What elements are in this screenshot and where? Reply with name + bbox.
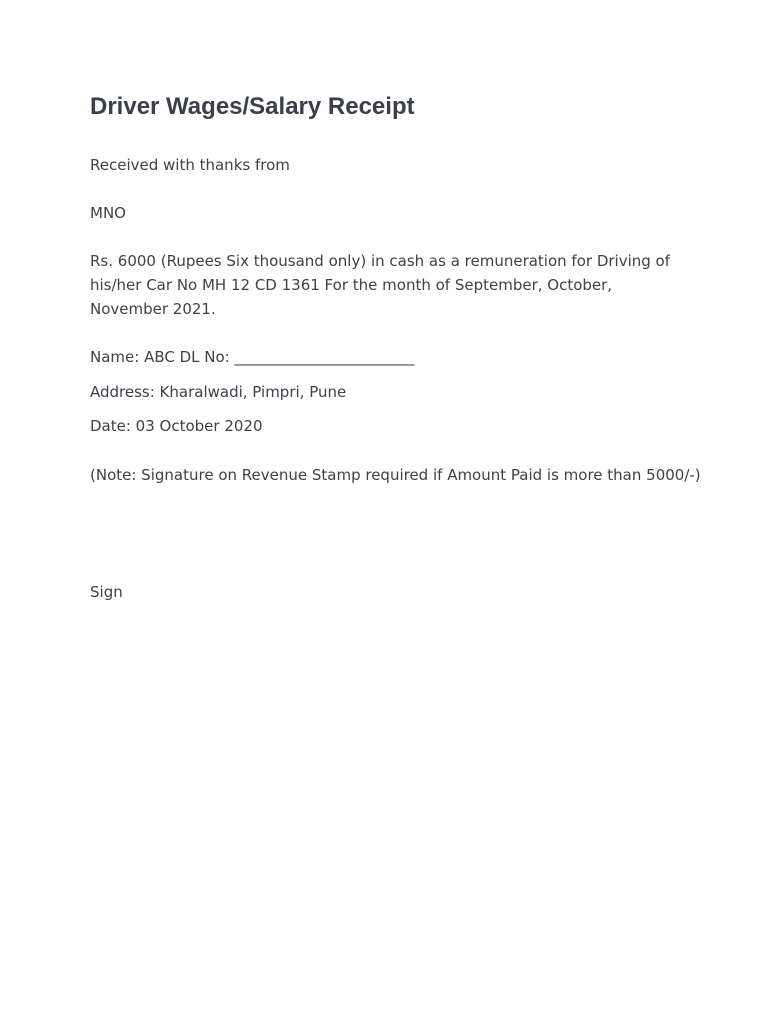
payment-description: Rs. 6000 (Rupees Six thousand only) in cash as a remuneration for Driving of his/her Car No MH 12 CD 1361 For the month of September, October, November 2021. (90, 252, 671, 318)
date-line: Date: 03 October 2020 (90, 417, 263, 435)
page-title: Driver Wages/Salary Receipt (90, 93, 415, 120)
sign-label: Sign (90, 583, 123, 601)
revenue-stamp-note: (Note: Signature on Revenue Stamp required if Amount Paid is more than 5000/-) (90, 466, 701, 484)
payer-name: MNO (90, 204, 126, 222)
received-with-thanks-text: Received with thanks from (90, 156, 290, 174)
name-dl-line: Name: ABC DL No: ________________________ (90, 348, 415, 366)
address-line: Address: Kharalwadi, Pimpri, Pune (90, 383, 347, 401)
